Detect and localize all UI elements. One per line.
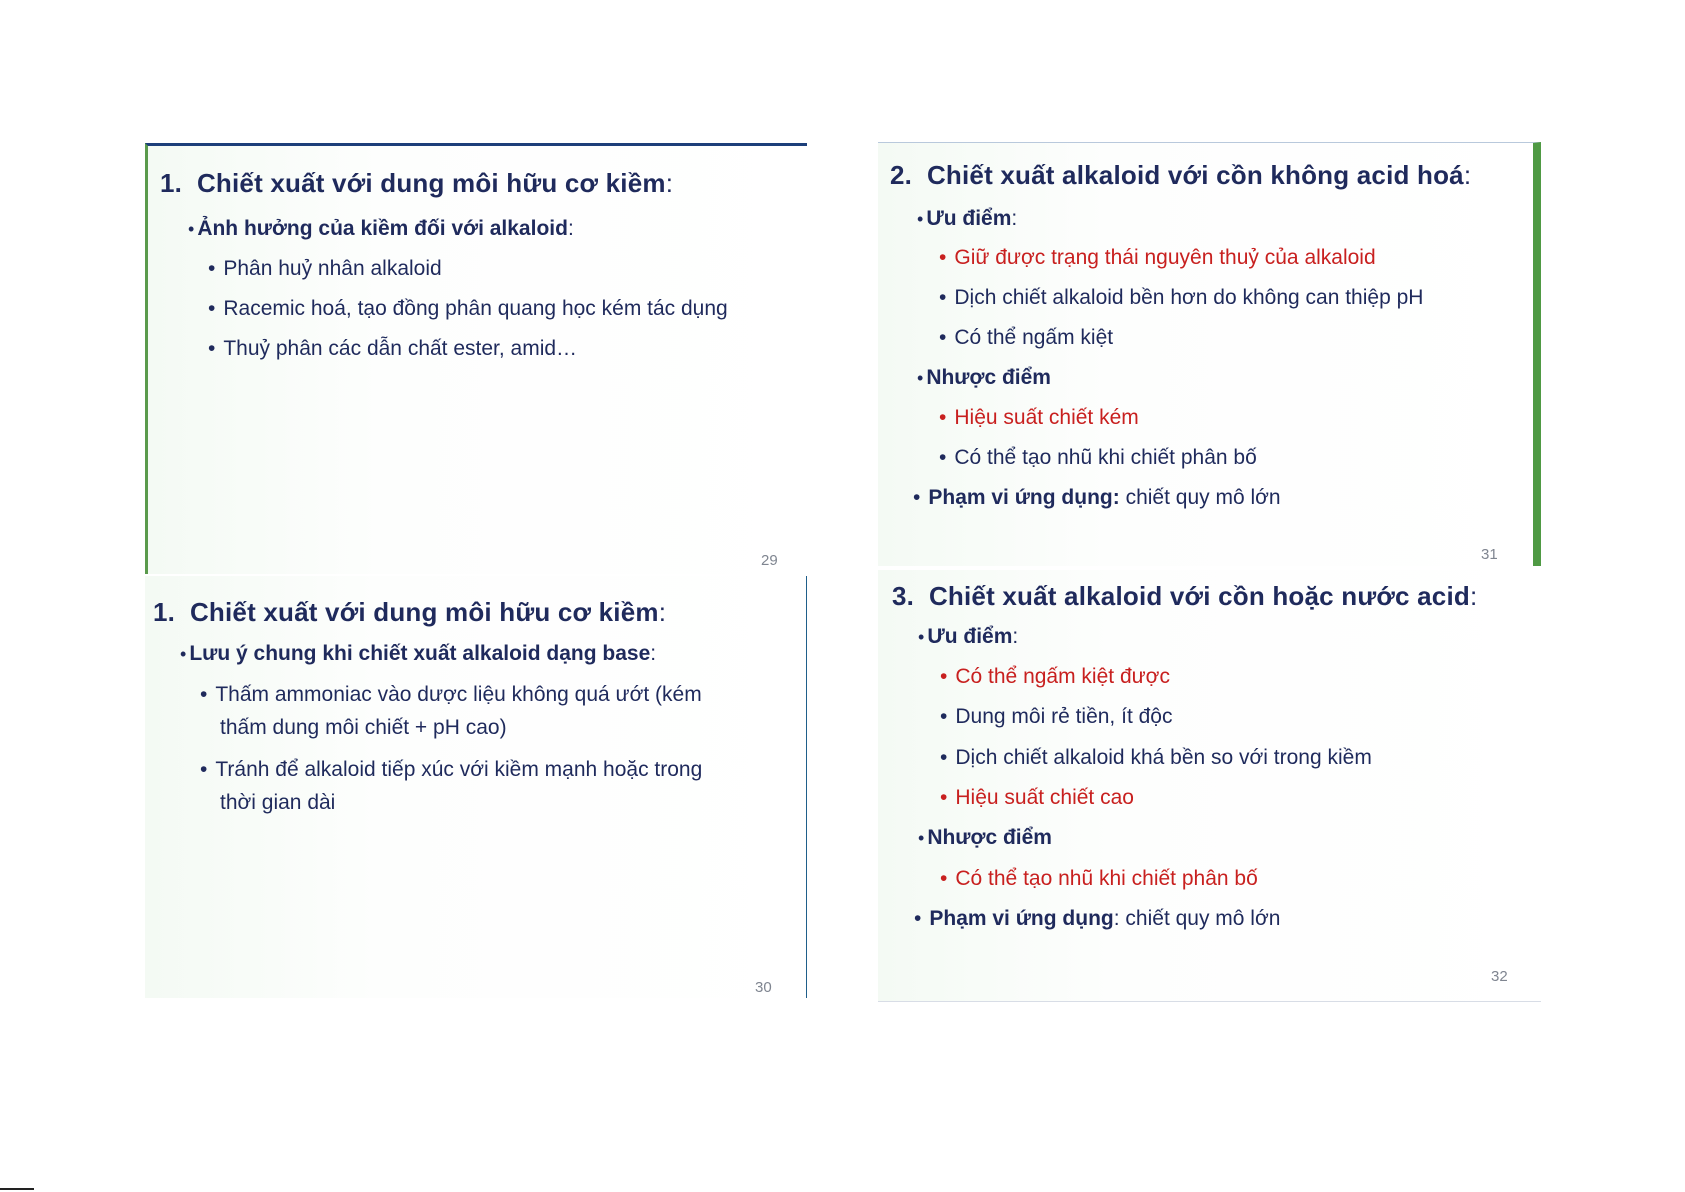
pros-heading: • Ưu điểm: — [917, 207, 1018, 230]
pros-item: • Có thể ngấm kiệt được — [940, 665, 1170, 688]
pros-item: • Giữ được trạng thái nguyên thuỷ của alkaloid — [939, 246, 1376, 269]
list-item: • Thuỷ phân các dẫn chất ester, amid… — [208, 337, 578, 360]
bullet: • — [914, 907, 922, 930]
slide-number: 29 — [761, 552, 778, 569]
title-text: Chiết xuất alkaloid với cồn không acid hoá — [926, 160, 1464, 190]
slide-29 — [145, 143, 807, 574]
bullet: • — [939, 406, 947, 429]
bullet: • — [940, 705, 948, 728]
title-text: Chiết xuất với dung môi hữu cơ kiềm — [196, 168, 666, 198]
bullet: • — [940, 786, 948, 809]
slide-32 — [878, 570, 1541, 1002]
sub-heading-colon: : — [650, 642, 657, 665]
title-number: 1. — [160, 168, 183, 198]
sub-heading-colon: : — [567, 217, 574, 240]
cons-item: • Có thể tạo nhũ khi chiết phân bố — [940, 867, 1258, 890]
bullet: • — [918, 627, 925, 647]
sub-heading-text: Ảnh hưởng của kiềm đối với alkaloid — [197, 217, 568, 240]
bullet: • — [200, 683, 208, 706]
pros-item: • Hiệu suất chiết cao — [940, 786, 1134, 809]
bullet: • — [939, 446, 947, 469]
bullet: • — [939, 286, 947, 309]
pros-item: • Có thể ngấm kiệt — [939, 326, 1114, 349]
scope-line: • Phạm vi ứng dụng: chiết quy mô lớn — [913, 486, 1281, 509]
bullet: • — [917, 209, 924, 229]
slide-31 — [878, 142, 1541, 566]
bullet: • — [200, 758, 208, 781]
bullet: • — [918, 828, 925, 848]
title-text: Chiết xuất với dung môi hữu cơ kiềm — [189, 597, 659, 627]
title-text: Chiết xuất alkaloid với cồn hoặc nước acid — [928, 581, 1470, 611]
bullet: • — [913, 486, 921, 509]
slide-title — [890, 160, 1471, 191]
sub-heading — [188, 217, 574, 241]
cons-heading: • Nhược điểm — [918, 826, 1052, 849]
list-item: • Tránh để alkaloid tiếp xúc với kiềm mạnh hoặc trong — [200, 758, 703, 781]
slide-number: 32 — [1491, 968, 1508, 985]
slide-title — [160, 168, 673, 199]
cons-heading: • Nhược điểm — [917, 366, 1051, 389]
bullet: • — [208, 257, 216, 280]
bullet: • — [180, 644, 187, 664]
title-colon: : — [658, 597, 667, 627]
slide-number: 31 — [1481, 546, 1498, 563]
title-number: 2. — [890, 160, 913, 190]
bullet: • — [940, 867, 948, 890]
sub-heading — [180, 642, 656, 666]
bullet: • — [939, 326, 947, 349]
title-colon: : — [1469, 581, 1478, 611]
bullet: • — [940, 665, 948, 688]
sub-heading-text: Lưu ý chung khi chiết xuất alkaloid dạng base — [189, 642, 651, 665]
bullet: • — [208, 297, 216, 320]
title-colon: : — [665, 168, 674, 198]
list-item: • Thấm ammoniac vào dược liệu không quá ướt (kém — [200, 683, 702, 706]
bullet: • — [939, 246, 947, 269]
cons-item: • Hiệu suất chiết kém — [939, 406, 1139, 429]
bullet: • — [917, 368, 924, 388]
pros-item: • Dịch chiết alkaloid bền hơn do không can thiệp pH — [939, 286, 1424, 309]
title-colon: : — [1463, 160, 1472, 190]
pros-item: • Dịch chiết alkaloid khá bền so với trong kiềm — [940, 746, 1372, 769]
list-item: • Racemic hoá, tạo đồng phân quang học kém tác dụng — [208, 297, 728, 320]
title-number: 1. — [153, 597, 176, 627]
pros-heading: • Ưu điểm: — [918, 625, 1019, 648]
bullet: • — [208, 337, 216, 360]
page-corner-mark — [0, 1188, 34, 1190]
title-number: 3. — [892, 581, 915, 611]
slide-30 — [145, 576, 807, 998]
slide-title — [892, 581, 1477, 612]
slide-title — [153, 597, 666, 628]
scope-line: • Phạm vi ứng dụng: chiết quy mô lớn — [914, 907, 1281, 930]
bullet: • — [940, 746, 948, 769]
list-item-continuation: thấm dung môi chiết + pH cao) — [220, 716, 507, 739]
bullet: • — [188, 219, 195, 239]
list-item: • Phân huỷ nhân alkaloid — [208, 257, 442, 280]
cons-item: • Có thể tạo nhũ khi chiết phân bố — [939, 446, 1257, 469]
list-item-continuation: thời gian dài — [220, 791, 336, 814]
slide-number: 30 — [755, 979, 772, 996]
pros-item: • Dung môi rẻ tiền, ít độc — [940, 705, 1173, 728]
